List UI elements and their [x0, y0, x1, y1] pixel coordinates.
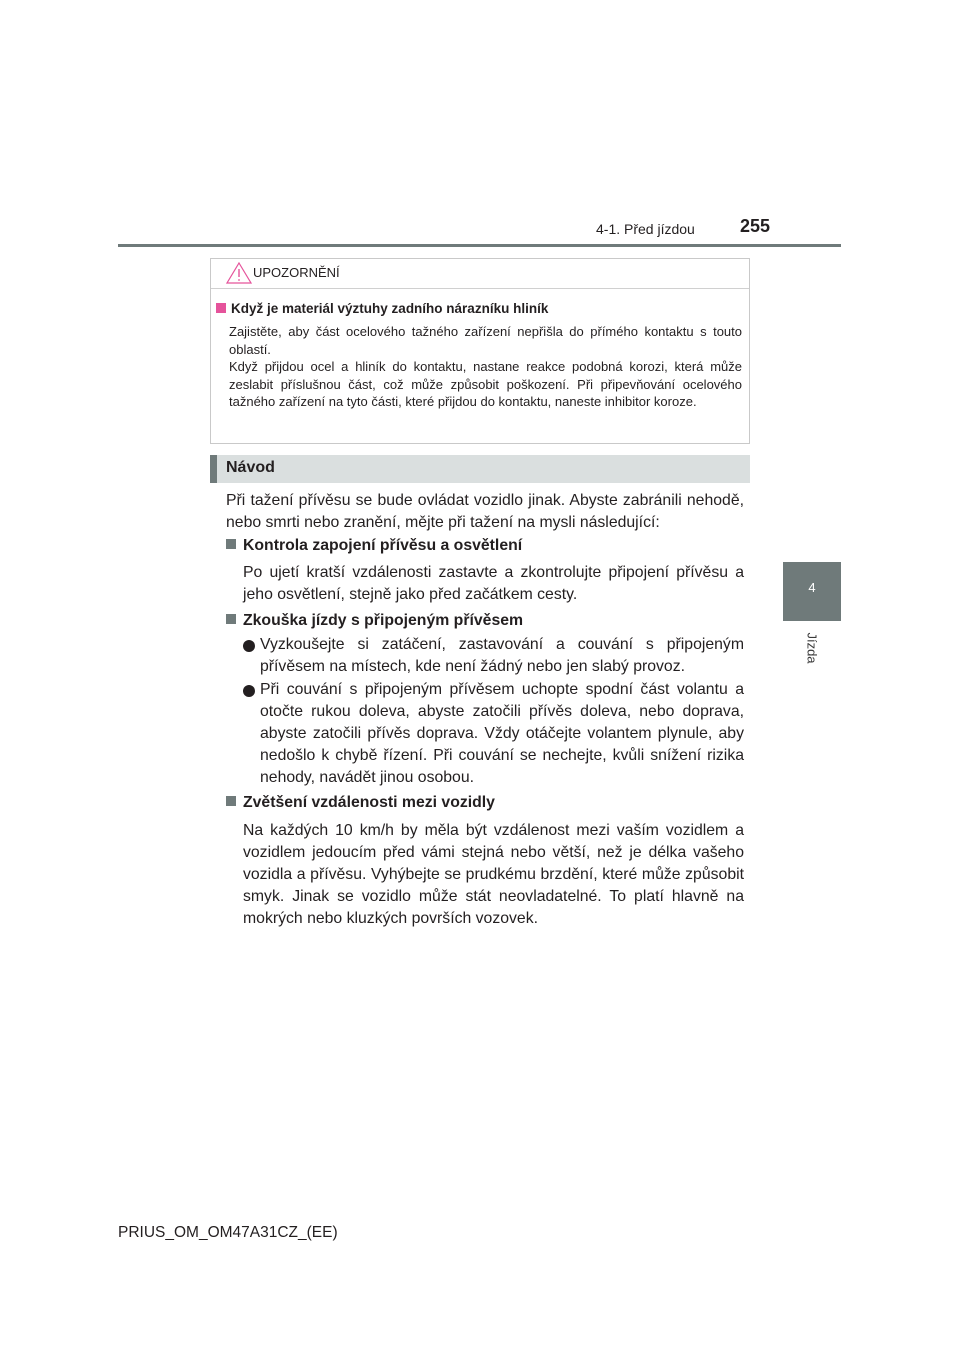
chapter-tab	[783, 562, 841, 621]
section-heading	[226, 537, 522, 555]
warning-subtitle-text: Když je materiál výztuhy zadního nárazníku hliník	[231, 301, 549, 316]
warning-triangle-icon	[226, 262, 252, 284]
section-heading-text: Zvětšení vzdálenosti mezi vozidly	[243, 794, 495, 811]
warning-box	[210, 258, 750, 444]
section-heading-text: Kontrola zapojení přívěsu a osvětlení	[243, 537, 523, 554]
gray-square-icon	[226, 796, 236, 806]
bullet-item	[243, 679, 744, 789]
chapter-number: 4	[808, 580, 816, 595]
section-label: 4-1. Před jízdou	[596, 221, 695, 237]
gray-square-icon	[226, 539, 236, 549]
section-text: Na každých 10 km/h by měla být vzdálenost mezi vaším vozidlem a vozidlem jedoucím před vámi stejná nebo větší, než je délka vašeho vozidla a přívěsu. Vyhýbejte se prudkému brzdění, které může způsobit smyk. Jinak se vozidlo může stát neovladatelné. To platí hlavně na mokrých nebo kluzkých površích vozovek.	[243, 822, 744, 927]
warning-text	[229, 323, 742, 411]
section-heading	[226, 794, 495, 812]
bullet-item	[243, 634, 744, 678]
warning-paragraph: Když přijdou ocel a hliník do kontaktu, nastane reakce podobná korozi, která může zeslabit příslušnou část, což může způsobit poškození. Při připevňování ocelového tažného zařízení na tyto části, které přijdou do kontaktu, naneste inhibitor koroze.	[229, 359, 742, 409]
navod-title: Návod	[226, 459, 275, 476]
bullet-text: Vyzkoušejte si zatáčení, zastavování a couvání s připojeným přívěsem na místech, kde není žádný nebo jen slabý provoz.	[260, 636, 744, 675]
bullet-dot-icon	[243, 640, 255, 652]
navod-intro: Při tažení přívěsu se bude ovládat vozidlo jinak. Abyste zabránili nehodě, nebo smrti nebo zranění, mějte při tažení na mysli následující:	[226, 492, 744, 531]
bullet-text: Při couvání s připojeným přívěsem uchopte spodní část volantu a otočte rukou doleva, abyste zatočili přívěs doleva, nebo doprava, abyste zatočili přívěs doprava. Vždy otáčejte volantem plynule, aby nedošlo k chybě řízení. Při couvání se nechejte, kvůli snížení rizika nehody, navádět jinou osobou.	[260, 681, 744, 786]
page-number: 255	[740, 216, 771, 236]
warning-title: UPOZORNĚNÍ	[253, 265, 340, 280]
document-code: PRIUS_OM_OM47A31CZ_(EE)	[118, 1224, 338, 1241]
pink-square-icon	[216, 303, 226, 313]
section-heading-text: Zkouška jízdy s připojeným přívěsem	[243, 612, 524, 629]
chapter-name-label: Jízda	[804, 632, 820, 664]
header-rule	[118, 244, 841, 247]
bullet-dot-icon	[243, 685, 255, 697]
warning-paragraph: Zajistěte, aby část ocelového tažného zařízení nepřišla do přímého kontaktu s touto oblastí.	[229, 324, 742, 357]
section-heading	[226, 612, 523, 630]
warning-subtitle	[216, 301, 548, 316]
warning-header	[211, 259, 749, 289]
navod-heading-bar	[210, 455, 750, 483]
section-text: Po ujetí kratší vzdálenosti zastavte a zkontrolujte připojení přívěsu a jeho osvětlení, stejně jako před začátkem cesty.	[243, 564, 744, 603]
chapter-name	[802, 628, 822, 668]
gray-square-icon	[226, 614, 236, 624]
